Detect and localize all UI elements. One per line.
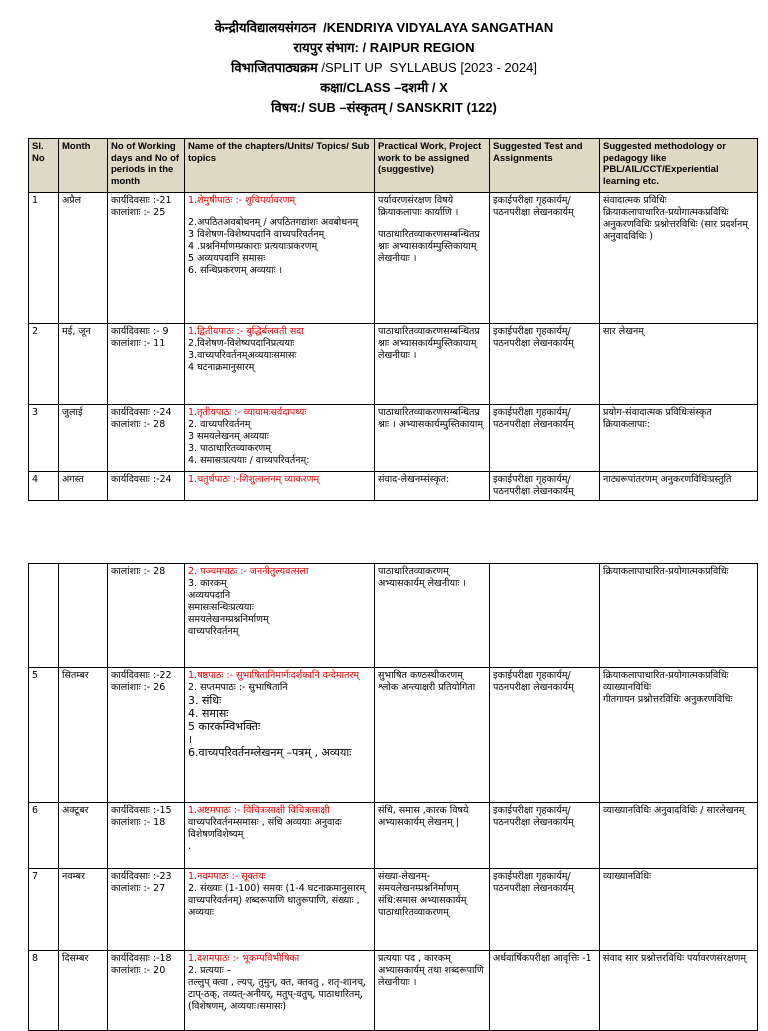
cell-methodology [600, 668, 758, 803]
chapter-title: 1.अष्टमपाठः :- विचित्रःसाक्षी विचित्रःसाक्षी [188, 805, 330, 816]
cell-practical-work [375, 405, 490, 472]
working-days-line: कार्यदिवसाः :-22 [111, 670, 172, 681]
document-header [0, 18, 768, 118]
header-syllabus-english: /SPLIT UP SYLLABUS [2023 - 2024] [317, 60, 537, 75]
cell-test-assignment: इकाईपरीक्षा गृहकार्यम्/ पठनपरीक्षा लेखनकार्यम् [490, 869, 600, 951]
chapter-title: 1.शेमुषीपाठः :- शुचिपर्यावरणम् [188, 195, 296, 206]
practical-line: पर्यावरणसंरक्षण विषये क्रियाकलापाः कार्याणि । [378, 195, 459, 218]
table-row [29, 803, 758, 869]
working-days-line: कालांशाः :- 28 [111, 566, 166, 577]
cell-test-assignment: इकाईपरीक्षा गृहकार्यम्/ पठनपरीक्षा लेखनकार्यम् [490, 472, 600, 501]
topic-line: 4. समासःप्रत्ययाः / वाच्यपरिवर्तनम्: [188, 455, 310, 466]
table-row [29, 951, 758, 1031]
working-days-line: कार्यदिवसाः :-21 [111, 195, 172, 206]
header-org-title: केन्द्रीयविद्यालयसंगठन /KENDRIYA VIDYALAYA SANGATHAN [214, 20, 554, 35]
methodology-line: व्याख्यानविधिः अनुवादविधिः / सारलेखनम् [603, 805, 745, 816]
practical-line: संख्या-लेखनम्-समयलेखनम्प्रश्ननिर्माणम् संधि:समास अभ्यासकार्यम् पाठाधारितव्याकरणम् [378, 871, 467, 918]
cell-methodology [600, 193, 758, 324]
practical-line: संधि, समास ,कारक विषये अभ्यासकार्यम् लेखनम् | [378, 805, 469, 828]
cell-month: अक्टूबर [59, 803, 108, 869]
cell-sl-no [29, 564, 59, 668]
cell-month: मई, जून [59, 324, 108, 405]
topic-line: 2. प्रत्ययाः – [188, 965, 232, 976]
topic-line: वाच्यपरिवर्तनम्समासः , संधि अव्ययाः अनुवादः विशेषणविशेष्यम् [188, 817, 342, 840]
topic-line: 5 अव्ययपदानि समासः [188, 253, 266, 264]
topic-line: . [188, 841, 192, 852]
cell-practical-work [375, 193, 490, 324]
practical-line: संवाद-लेखनम्संस्कृत: [378, 474, 450, 485]
column-header-working-days: No of Working days and No of periods in the month [108, 139, 185, 193]
cell-practical-work [375, 951, 490, 1031]
cell-methodology [600, 405, 758, 472]
practical-line: पाठाधारितव्याकरणसम्बन्धितप्रश्नाः अभ्यासकार्यम्पुस्तिकायाम् लेखनीयाः । [378, 229, 480, 264]
methodology-line: सार लेखनम् [603, 326, 644, 337]
cell-test-assignment: इकाईपरीक्षा गृहकार्यम्/ पठनपरीक्षा लेखनकार्यम् [490, 193, 600, 324]
cell-working-days [108, 193, 185, 324]
column-header-month: Month [59, 139, 108, 193]
column-header-sl-no: Sl. No [29, 139, 59, 193]
table-row [29, 405, 758, 472]
practical-line: प्रत्ययाः पद , कारकम् अभ्यासकार्यम् तथा शब्दरूपाणि लेखनीयाः । [378, 953, 484, 988]
chapter-title: 1.तृतीयपाठः :- व्यायामःसर्वदापथ्यः [188, 407, 307, 418]
cell-sl-no: 5 [29, 668, 59, 803]
topic-line: । [188, 733, 193, 746]
cell-sl-no: 2 [29, 324, 59, 405]
chapter-title: 1.नवमपाठः :- सूक्तयः [188, 871, 266, 882]
topic-line: समयलेखनम्प्रश्ननिर्माणम् [188, 614, 269, 625]
syllabus-table-part1 [28, 138, 758, 501]
cell-chapters [185, 803, 375, 869]
cell-chapters [185, 405, 375, 472]
header-syllabus-hindi: विभाजितपाठ्यक्रम [231, 60, 318, 75]
chapter-title: 1.द्वितीयपाठः :- बुद्धिर्बलवती सदा [188, 326, 304, 337]
cell-chapters [185, 564, 375, 668]
topic-line: 4 .प्रश्ननिर्माणम्प्रकाराः प्रत्ययाःप्रकरणम् [188, 241, 318, 252]
working-days-line: कार्यदिवसाः :-18 [111, 953, 172, 964]
column-header-chapters: Name of the chapters/Units/ Topics/ Sub topics [185, 139, 375, 193]
topic-line: वाच्यपरिवर्तनम् [188, 626, 239, 637]
working-days-line: कार्यदिवसाः :-23 [111, 871, 172, 882]
working-days-line: कालांशाः :- 11 [111, 338, 166, 349]
topic-line: 3 विशेषण-विशेष्यपदानि वाच्यपरिवर्तनम् [188, 229, 325, 240]
working-days-line: कालांशाः :- 26 [111, 682, 166, 693]
chapter-title: 1.षष्ठपाठः :- सुभाषितानिमार्गःदर्शकानि वन्देमातरम् [188, 670, 360, 681]
cell-practical-work [375, 324, 490, 405]
topic-line: 3.वाच्यपरिवर्तनम्अव्ययाःसमासः [188, 350, 297, 361]
syllabus-table-part2 [28, 563, 758, 1031]
cell-sl-no: 8 [29, 951, 59, 1031]
header-subject: विषय:/ SUB –संस्कृतम् / SANSKRIT (122) [271, 100, 497, 115]
working-days-line: कार्यदिवसाः :- 9 [111, 326, 169, 337]
cell-working-days [108, 951, 185, 1031]
working-days-line: कार्यदिवसाः :-24 [111, 474, 172, 485]
cell-sl-no: 3 [29, 405, 59, 472]
topic-line: 3. संधिः [188, 694, 222, 707]
methodology-line: व्याख्यानविधिः [603, 871, 651, 882]
topic-line: 2. वाच्यपरिवर्तनम् [188, 419, 251, 430]
working-days-line: कालांशाः :- 25 [111, 207, 166, 218]
table-row [29, 869, 758, 951]
header-syllabus-line [0, 58, 768, 78]
topic-line: 2. सप्तमपाठः :- सुभाषितानि [188, 682, 288, 693]
table-row [29, 564, 758, 668]
topic-line: अव्ययपदानि [188, 590, 231, 601]
cell-chapters [185, 472, 375, 501]
cell-methodology [600, 324, 758, 405]
practical-line: सुभाषित कण्ठस्थीकरणम् श्लोक अन्त्याक्षरी प्रतियोगिता [378, 670, 476, 693]
cell-practical-work [375, 564, 490, 668]
cell-working-days [108, 324, 185, 405]
cell-chapters [185, 324, 375, 405]
cell-practical-work [375, 803, 490, 869]
cell-sl-no: 4 [29, 472, 59, 501]
cell-test-assignment: इकाईपरीक्षा गृहकार्यम्/ पठनपरीक्षा लेखनकार्यम् [490, 803, 600, 869]
cell-chapters [185, 668, 375, 803]
header-region: रायपुर संभाग: / RAIPUR REGION [293, 40, 475, 55]
topic-line: 3. पाठाधारितव्याकरणम् [188, 443, 271, 454]
cell-methodology [600, 951, 758, 1031]
topic-line: 2.विशेषण-विशेष्यपदानिप्रत्ययाः [188, 338, 295, 349]
column-header-practical-work: Practical Work, Project work to be assigned (suggestive) [375, 139, 490, 193]
topic-line: 2.अपठितअवबोधनम् / अपठितगद्यांशः अवबोधनम् [188, 217, 359, 228]
cell-working-days [108, 472, 185, 501]
cell-chapters [185, 869, 375, 951]
table-row [29, 668, 758, 803]
cell-test-assignment: इकाईपरीक्षा गृहकार्यम्/ पठनपरीक्षा लेखनकार्यम् [490, 405, 600, 472]
methodology-line: गीतगायन प्रश्नोत्तरविधिः अनुकरणविधिः [603, 694, 733, 705]
methodology-line: व्याख्यानविधिः [603, 682, 651, 693]
cell-practical-work [375, 472, 490, 501]
cell-test-assignment: इकाईपरीक्षा गृहकार्यम्/ पठनपरीक्षा लेखनकार्यम् [490, 324, 600, 405]
header-class: कक्षा/CLASS –दशमी / X [320, 80, 448, 95]
chapter-title: 1.चतुर्थपाठः :-शिशुलालनम् व्याकरणम् [188, 474, 320, 485]
topic-line: 4. समासः [188, 707, 229, 720]
methodology-line: क्रियाकलापाधारित-प्रयोगात्मकप्रविधिः [603, 670, 729, 681]
practical-line: पाठाधारितव्याकरणम् अभ्यासकार्यम् लेखनीयाः । [378, 566, 467, 589]
cell-month: सितम्बर [59, 668, 108, 803]
cell-test-assignment [490, 564, 600, 668]
topic-line: समासःसन्धिःप्रत्ययाः [188, 602, 254, 613]
cell-practical-work [375, 668, 490, 803]
methodology-line: नाट्यरूपांतरणम् अनुकरणविधिःप्रस्तुति [603, 474, 732, 485]
practical-line: पाठाधारितव्याकरणसम्बन्धितप्रश्नाः अभ्यासकार्यम्पुस्तिकायाम् लेखनीयाः । [378, 326, 480, 361]
working-days-line: कालांशाः :- 27 [111, 883, 166, 894]
topic-line: तल्लुप् क्त्वा , ल्यप्, तुमुन्, क्त, क्तवतु , शतृ-शानच्, टाप्-ठक्, तव्यत्-अनीयर्, मतुप्-वतुप्, पाठाधारितम्, (विशेषणम्, अव्ययाः।समासः) [188, 977, 367, 1012]
table-row [29, 193, 758, 324]
cell-methodology [600, 472, 758, 501]
methodology-line: क्रियाकलापाधारित-प्रयोगात्मकप्रविधिः [603, 566, 729, 577]
cell-month: अप्रैल [59, 193, 108, 324]
working-days-line: कार्यदिवसाः :-24 [111, 407, 172, 418]
table-header-row [29, 139, 758, 193]
cell-sl-no: 1 [29, 193, 59, 324]
cell-month: नवम्बर [59, 869, 108, 951]
cell-methodology [600, 564, 758, 668]
topic-line: 6.वाच्यपरिवर्तनम्लेखनम् –पत्रम् , अव्ययाः [188, 746, 352, 759]
topic-line: 2. संख्याः (1-100) समयः (1-4 घटनाक्रमानुसारम् वाच्यपरिवर्तनम्) शब्दरूपाणि धातुरूपाणि, संख्याः , अव्ययाः [188, 883, 366, 918]
table-row [29, 324, 758, 405]
column-header-methodology: Suggested methodology or pedagogy like PBL/AIL/CCT/Experiential learning etc. [600, 139, 758, 193]
topic-line: 4 घटनाक्रमानुसारम् [188, 362, 255, 373]
spacer [188, 207, 371, 217]
working-days-line: कालांशाः :- 20 [111, 965, 166, 976]
topic-line: 3. कारकम् [188, 578, 227, 589]
cell-working-days [108, 869, 185, 951]
cell-practical-work [375, 869, 490, 951]
table-row [29, 472, 758, 501]
cell-test-assignment: इकाईपरीक्षा गृहकार्यम्/ पठनपरीक्षा लेखनकार्यम् [490, 668, 600, 803]
column-header-tests: Suggested Test and Assignments [490, 139, 600, 193]
cell-methodology [600, 803, 758, 869]
cell-working-days [108, 803, 185, 869]
cell-working-days [108, 668, 185, 803]
methodology-line: क्रियाकलापाधारित-प्रयोगात्मकप्रविधिः अनुकरणविधिः प्रश्नोत्तरविधिः (सार प्रदर्शनम् अनुवादविधिः ) [603, 207, 748, 242]
cell-month [59, 564, 108, 668]
topic-line: 3 समयलेखनम् अव्ययाः [188, 431, 269, 442]
cell-chapters [185, 193, 375, 324]
practical-line: पाठाधारितव्याकरणसम्बन्धितप्रश्नाः । अभ्यासकार्यम्पुस्तिकायाम् [378, 407, 484, 430]
cell-working-days [108, 564, 185, 668]
chapter-title: 2. पञ्चमपाठः :- जननीतुल्यवत्सला [188, 566, 309, 577]
cell-working-days [108, 405, 185, 472]
cell-sl-no: 6 [29, 803, 59, 869]
spacer [378, 219, 486, 229]
cell-chapters [185, 951, 375, 1031]
working-days-line: कालांशाः :- 18 [111, 817, 166, 828]
topic-line: 5 कारकम्विभक्तिः [188, 720, 261, 733]
methodology-line: संवादात्मक प्रविधिः [603, 195, 667, 206]
cell-month: जुलाई [59, 405, 108, 472]
methodology-line: प्रयोग-संवादात्मक प्रविधिःसंस्कृत क्रियाकलापाः: [603, 407, 712, 430]
topic-line: 6. सन्धिप्रकरणम् अव्ययाः । [188, 265, 283, 276]
chapter-title: 1.दशमपाठः :- भूकम्पविभीषिका [188, 953, 300, 964]
working-days-line: कार्यदिवसाः :-15 [111, 805, 172, 816]
cell-test-assignment: अर्धवार्षिकपरीक्षा आवृत्तिः -1 [490, 951, 600, 1031]
cell-month: दिसम्बर [59, 951, 108, 1031]
methodology-line: संवाद सार प्रश्नोत्तरविधिः पर्यावरणसंरक्षणम् [603, 953, 747, 964]
cell-month: अगस्त [59, 472, 108, 501]
cell-sl-no: 7 [29, 869, 59, 951]
working-days-line: कालांशाः :- 28 [111, 419, 166, 430]
cell-methodology [600, 869, 758, 951]
